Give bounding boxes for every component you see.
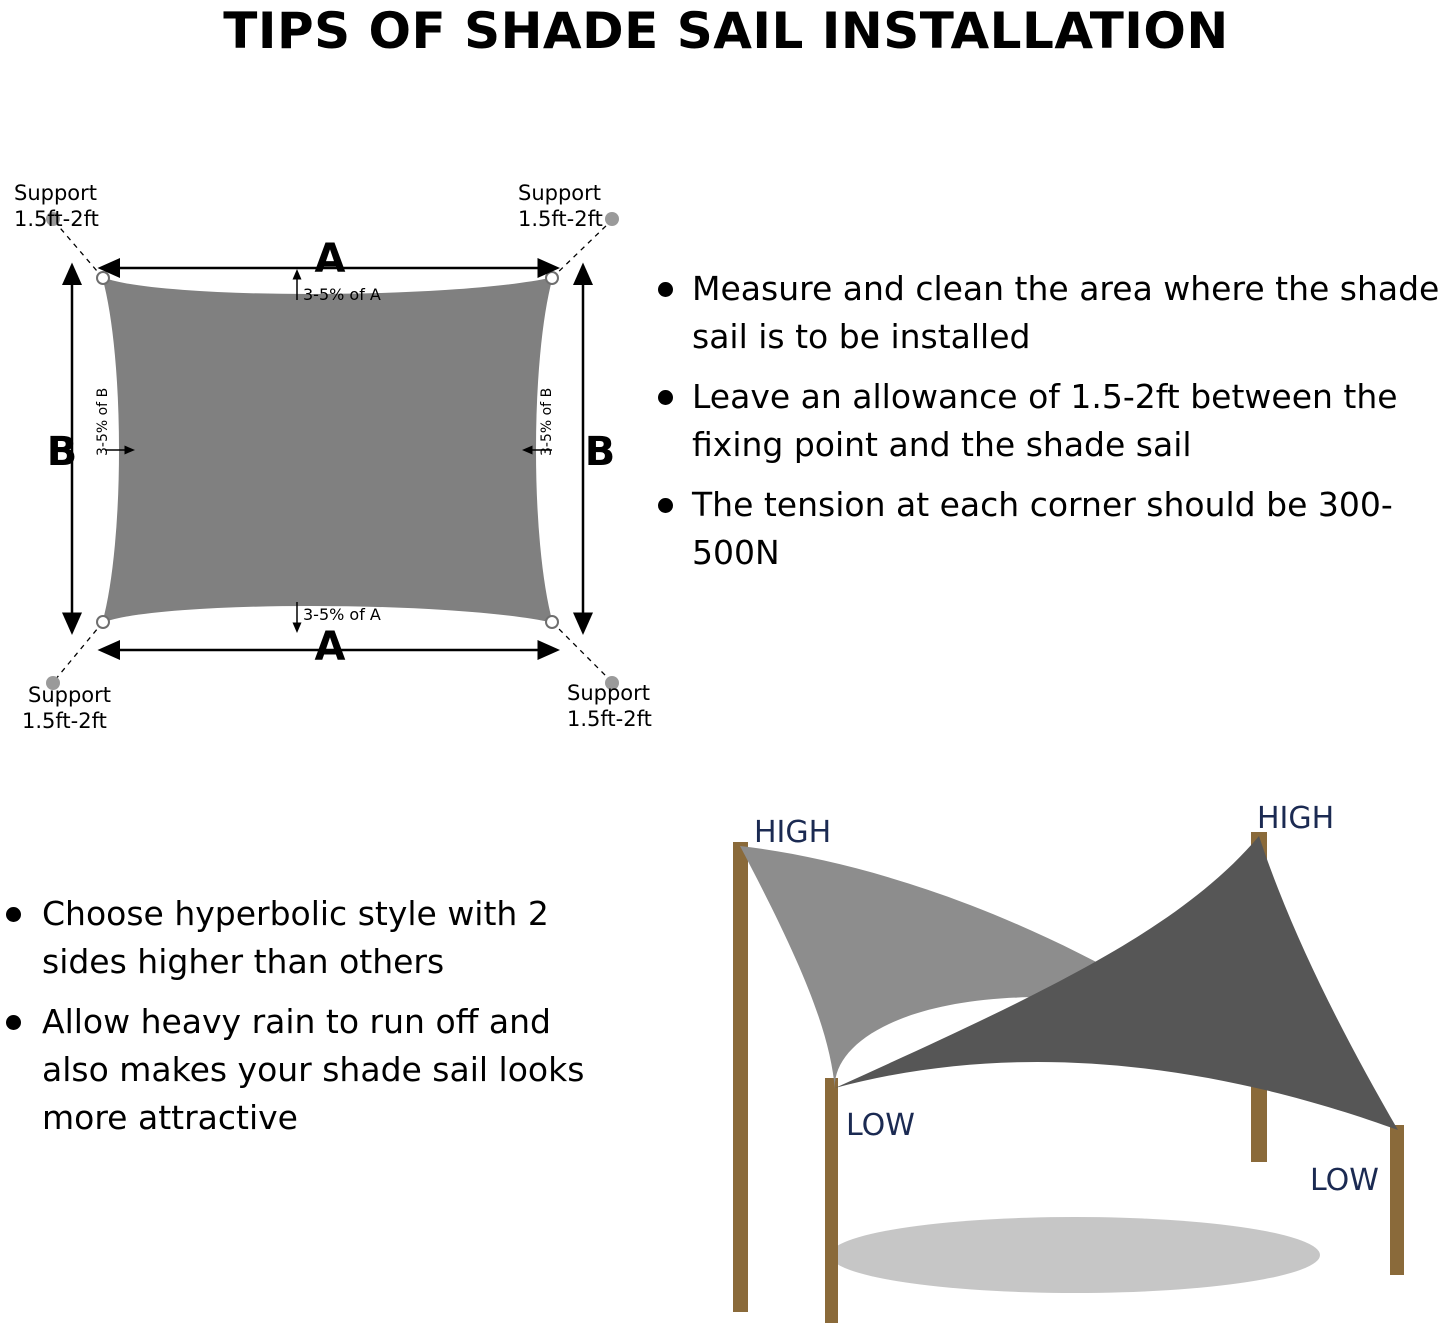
pole-low-left (825, 1078, 838, 1323)
label-low-right: LOW (1310, 1163, 1379, 1198)
support-label-top-right-line1: Support (518, 181, 602, 205)
label-high-right: HIGH (1257, 801, 1335, 836)
curve-label-top: 3-5% of A (303, 285, 381, 304)
list-item: Measure and clean the area where the shade sail is to be installed (650, 265, 1450, 361)
support-label-top-right-line2: 1.5ft-2ft (518, 207, 603, 231)
label-high-left: HIGH (754, 815, 832, 850)
label-side-bottom: A (314, 624, 346, 670)
curve-label-bottom: 3-5% of A (303, 605, 381, 624)
pole-low-right (1390, 1125, 1404, 1275)
tips-list-bottom (0, 890, 620, 1154)
label-side-right: B (584, 429, 616, 475)
list-item: Allow heavy rain to run off and also makes your shade sail looks more attractive (0, 998, 620, 1142)
support-label-bottom-left-line1: Support (28, 683, 112, 707)
support-label-bottom-left-line2: 1.5ft-2ft (22, 709, 107, 733)
support-label-top-left-line1: Support (14, 181, 98, 205)
rectangular-sail-diagram (0, 160, 660, 740)
tips-list-top (650, 265, 1450, 589)
list-item: The tension at each corner should be 300-500N (650, 481, 1450, 577)
label-side-left: B (46, 429, 78, 475)
sail-shape (103, 278, 552, 622)
curve-label-right: 3-5% of B (539, 387, 555, 456)
page-title: TIPS OF SHADE SAIL INSTALLATION (223, 2, 1229, 60)
support-label-bottom-right-line2: 1.5ft-2ft (567, 707, 652, 731)
list-item: Choose hyperbolic style with 2 sides higher than others (0, 890, 620, 986)
label-low-left: LOW (846, 1108, 915, 1143)
pole-high-left (733, 842, 748, 1312)
list-item: Leave an allowance of 1.5-2ft between the fixing point and the shade sail (650, 373, 1450, 469)
curve-label-left: 3-5% of B (95, 387, 111, 456)
label-side-top: A (314, 236, 346, 282)
ground-shadow (830, 1217, 1320, 1293)
support-label-bottom-right-line1: Support (567, 681, 651, 705)
hyperbolic-sail-diagram (620, 780, 1452, 1325)
support-label-top-left-line2: 1.5ft-2ft (14, 207, 99, 231)
